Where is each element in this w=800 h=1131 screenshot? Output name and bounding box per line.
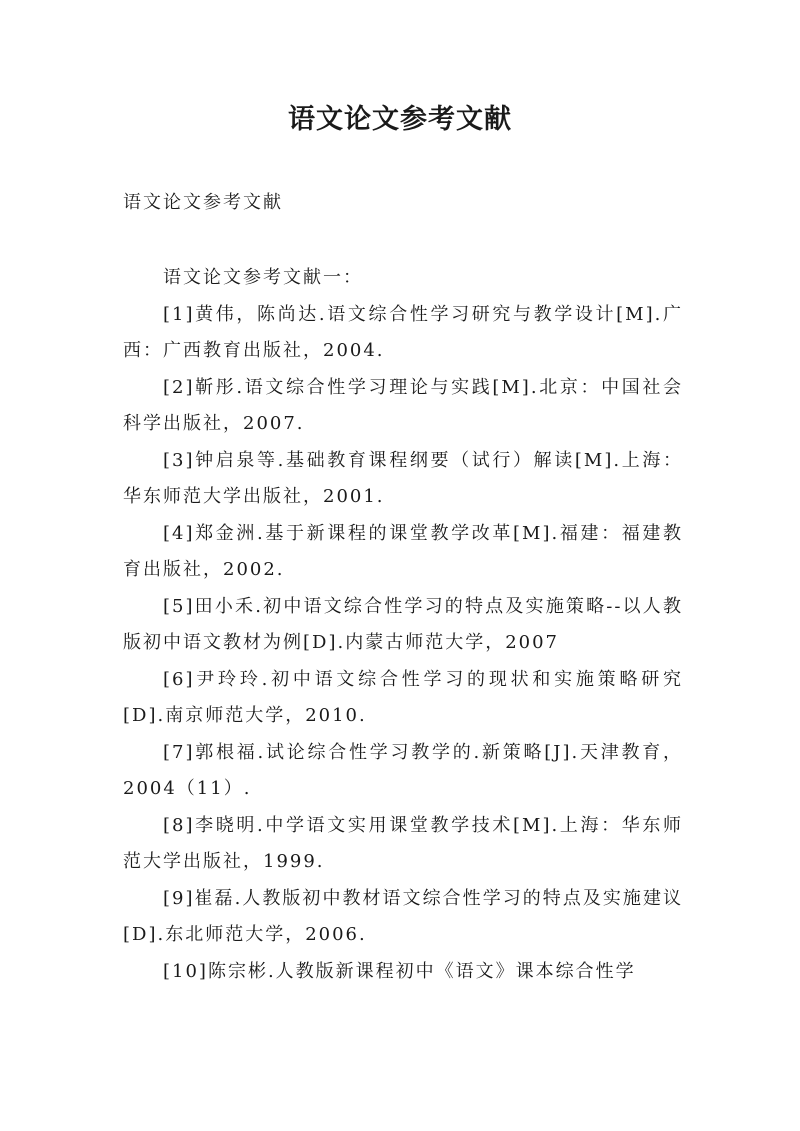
section-heading: 语文论文参考文献一： xyxy=(163,267,363,288)
reference-item-6: [6]尹玲玲.初中语文综合性学习的现状和实施策略研究[D].南京师范大学，2010. xyxy=(123,668,683,726)
reference-item-2: [2]靳彤.语文综合性学习理论与实践[M].北京：中国社会科学出版社，2007. xyxy=(123,376,683,434)
document-title: 语文论文参考文献 xyxy=(288,104,512,135)
reference-item-5: [5]田小禾.初中语文综合性学习的特点及实施策略--以人教版初中语文教材为例[D].内蒙古师范大学，2007 xyxy=(123,595,683,653)
reference-item-4: [4]郑金洲.基于新课程的课堂教学改革[M].福建：福建教育出版社，2002. xyxy=(123,522,683,580)
document-subtitle: 语文论文参考文献 xyxy=(123,192,283,213)
reference-item-8: [8]李晓明.中学语文实用课堂教学技术[M].上海：华东师范大学出版社，1999. xyxy=(123,814,683,872)
document-body xyxy=(123,260,683,990)
reference-item-9: [9]崔磊.人教版初中教材语文综合性学习的特点及实施建议[D].东北师范大学，2006. xyxy=(123,887,683,945)
reference-item-7: [7]郭根福.试论综合性学习教学的.新策略[J].天津教育，2004（11）. xyxy=(123,741,683,799)
reference-item-10: [10]陈宗彬.人教版新课程初中《语文》课本综合性学 xyxy=(163,960,636,982)
reference-item-3: [3]钟启泉等.基础教育课程纲要（试行）解读[M].上海：华东师范大学出版社，2001. xyxy=(123,449,683,507)
reference-item-1: [1]黄伟，陈尚达.语文综合性学习研究与教学设计[M].广西：广西教育出版社，2004. xyxy=(123,303,683,361)
